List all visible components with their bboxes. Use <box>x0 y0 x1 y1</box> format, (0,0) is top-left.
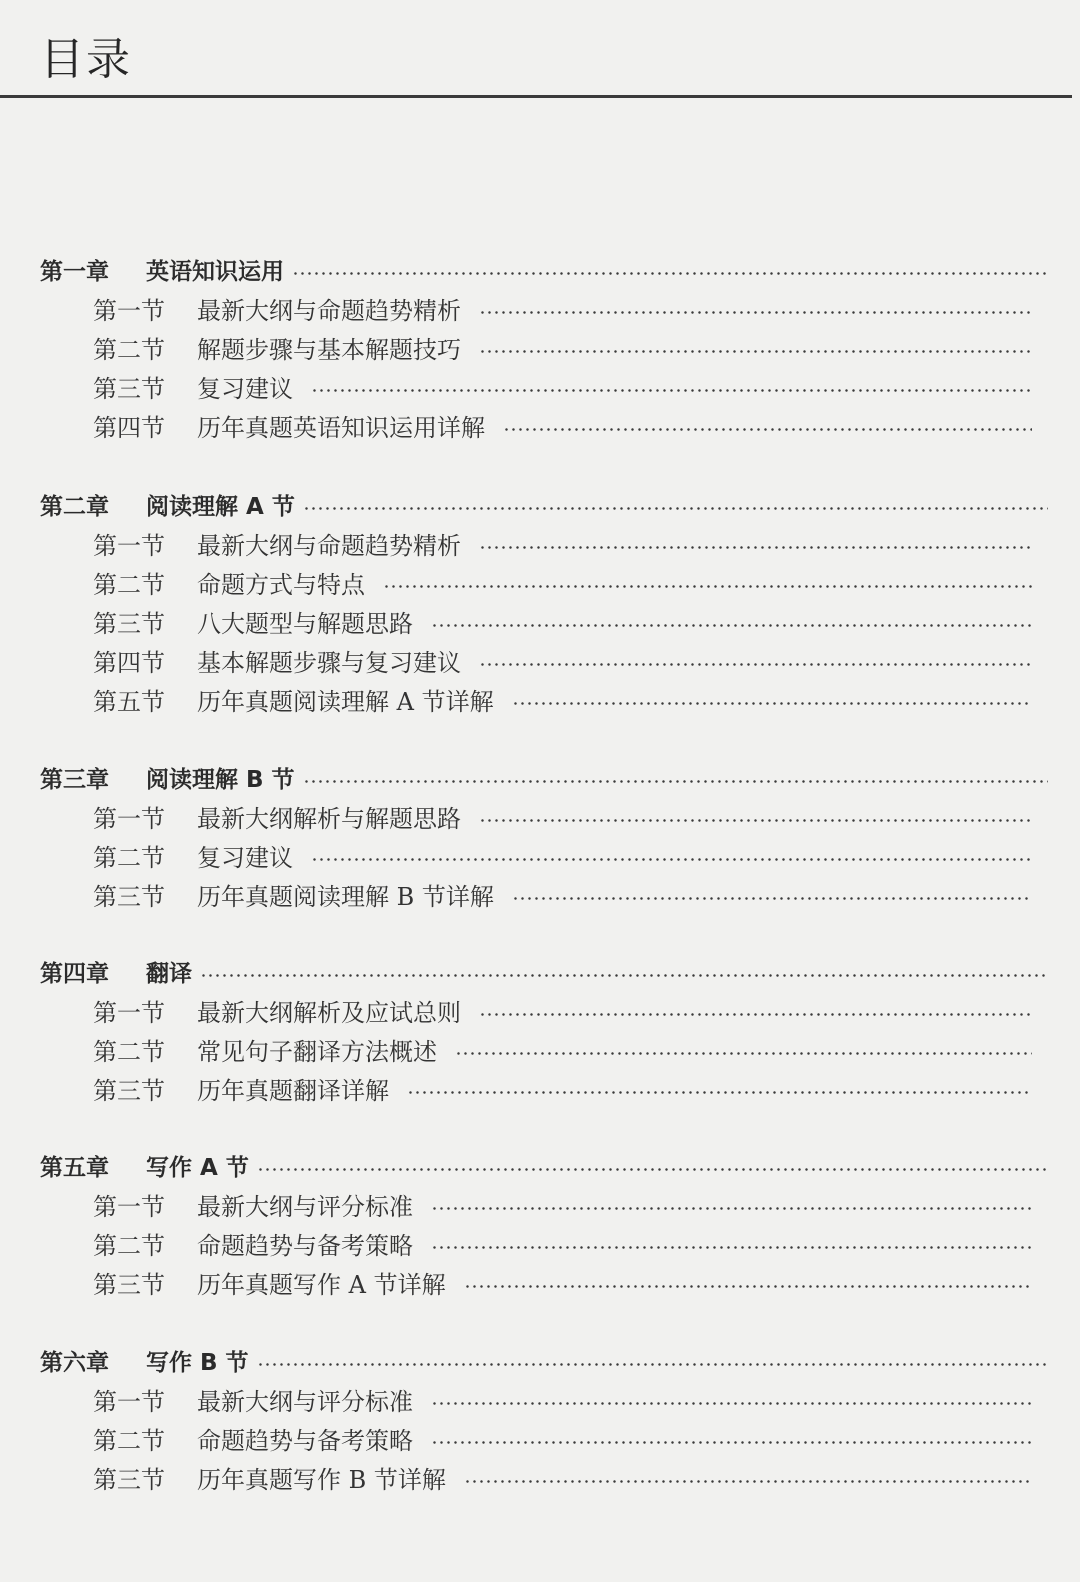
section-title: 最新大纲与命题趋势精析 <box>197 296 461 325</box>
dot-leader <box>383 585 1032 588</box>
chapter-number: 第二章 <box>40 493 109 520</box>
section-title: 常见句子翻译方法概述 <box>197 1037 437 1066</box>
dot-leader <box>311 389 1032 392</box>
dot-leader <box>311 858 1032 861</box>
chapter-entry <box>0 485 1060 523</box>
chapter-number: 第六章 <box>40 1349 109 1376</box>
dot-leader <box>303 780 1048 783</box>
page-title: 目录 <box>40 34 132 85</box>
chapter-number: 第一章 <box>40 258 109 285</box>
section-number: 第四节 <box>93 413 165 442</box>
section-title: 历年真题阅读理解 B 节详解 <box>197 882 494 911</box>
section-entry <box>0 602 1060 640</box>
section-entry <box>0 875 1060 913</box>
section-number: 第三节 <box>93 609 165 638</box>
dot-leader <box>303 507 1048 510</box>
section-title: 最新大纲解析与解题思路 <box>197 804 461 833</box>
dot-leader <box>407 1091 1032 1094</box>
section-title: 最新大纲与命题趋势精析 <box>197 531 461 560</box>
section-entry <box>0 1224 1060 1262</box>
section-title: 历年真题写作 A 节详解 <box>197 1270 446 1299</box>
dot-leader <box>431 624 1032 627</box>
section-title: 命题方式与特点 <box>197 570 365 599</box>
section-entry <box>0 836 1060 874</box>
section-number: 第三节 <box>93 882 165 911</box>
section-title: 八大题型与解题思路 <box>197 609 413 638</box>
dot-leader <box>431 1441 1032 1444</box>
section-number: 第三节 <box>93 1465 165 1494</box>
dot-leader <box>479 819 1032 822</box>
section-number: 第一节 <box>93 296 165 325</box>
section-entry <box>0 797 1060 835</box>
chapter-number: 第五章 <box>40 1154 109 1181</box>
dot-leader <box>257 1168 1048 1171</box>
dot-leader <box>257 1363 1048 1366</box>
section-entry <box>0 1069 1060 1107</box>
section-entry <box>0 1263 1060 1301</box>
chapter-title: 翻译 <box>146 960 192 987</box>
section-number: 第一节 <box>93 1192 165 1221</box>
section-number: 第二节 <box>93 335 165 364</box>
section-number: 第三节 <box>93 1076 165 1105</box>
section-number: 第二节 <box>93 1426 165 1455</box>
section-number: 第一节 <box>93 531 165 560</box>
dot-leader <box>292 272 1048 275</box>
dot-leader <box>479 311 1032 314</box>
dot-leader <box>431 1402 1032 1405</box>
section-number: 第五节 <box>93 687 165 716</box>
section-number: 第一节 <box>93 1387 165 1416</box>
chapter-entry <box>0 952 1060 990</box>
section-entry <box>0 367 1060 405</box>
section-entry <box>0 641 1060 679</box>
section-number: 第二节 <box>93 1231 165 1260</box>
section-number: 第一节 <box>93 998 165 1027</box>
section-entry <box>0 991 1060 1029</box>
chapter-entry <box>0 1146 1060 1184</box>
dot-leader <box>479 546 1032 549</box>
section-entry <box>0 328 1060 366</box>
section-title: 复习建议 <box>197 843 293 872</box>
chapter-title: 写作 A 节 <box>146 1154 249 1181</box>
section-title: 命题趋势与备考策略 <box>197 1231 413 1260</box>
dot-leader <box>200 974 1048 977</box>
section-entry <box>0 524 1060 562</box>
section-entry <box>0 289 1060 327</box>
chapter-title: 英语知识运用 <box>146 258 284 285</box>
section-entry <box>0 1458 1060 1496</box>
section-title: 解题步骤与基本解题技巧 <box>197 335 461 364</box>
section-title: 最新大纲解析及应试总则 <box>197 998 461 1027</box>
chapter-entry <box>0 1341 1060 1379</box>
dot-leader <box>503 428 1032 431</box>
dot-leader <box>455 1052 1032 1055</box>
dot-leader <box>479 663 1032 666</box>
section-title: 历年真题翻译详解 <box>197 1076 389 1105</box>
dot-leader <box>479 350 1032 353</box>
section-entry <box>0 563 1060 601</box>
section-number: 第三节 <box>93 374 165 403</box>
chapter-entry <box>0 250 1060 288</box>
section-title: 基本解题步骤与复习建议 <box>197 648 461 677</box>
chapter-title: 阅读理解 B 节 <box>146 766 295 793</box>
chapter-title: 阅读理解 A 节 <box>146 493 295 520</box>
section-number: 第一节 <box>93 804 165 833</box>
section-title: 历年真题英语知识运用详解 <box>197 413 485 442</box>
section-title: 复习建议 <box>197 374 293 403</box>
section-entry <box>0 1185 1060 1223</box>
section-entry <box>0 1419 1060 1457</box>
section-number: 第三节 <box>93 1270 165 1299</box>
section-number: 第二节 <box>93 570 165 599</box>
section-entry <box>0 406 1060 444</box>
section-entry <box>0 1380 1060 1418</box>
section-title: 最新大纲与评分标准 <box>197 1387 413 1416</box>
section-number: 第二节 <box>93 843 165 872</box>
dot-leader <box>464 1480 1032 1483</box>
section-title: 历年真题写作 B 节详解 <box>197 1465 446 1494</box>
dot-leader <box>479 1013 1032 1016</box>
section-number: 第四节 <box>93 648 165 677</box>
section-title: 历年真题阅读理解 A 节详解 <box>197 687 494 716</box>
section-entry <box>0 680 1060 718</box>
chapter-title: 写作 B 节 <box>146 1349 249 1376</box>
section-title: 命题趋势与备考策略 <box>197 1426 413 1455</box>
section-entry <box>0 1030 1060 1068</box>
dot-leader <box>512 897 1032 900</box>
section-title: 最新大纲与评分标准 <box>197 1192 413 1221</box>
chapter-number: 第四章 <box>40 960 109 987</box>
dot-leader <box>431 1246 1032 1249</box>
dot-leader <box>464 1285 1032 1288</box>
dot-leader <box>431 1207 1032 1210</box>
chapter-entry <box>0 758 1060 796</box>
section-number: 第二节 <box>93 1037 165 1066</box>
dot-leader <box>512 702 1032 705</box>
chapter-number: 第三章 <box>40 766 109 793</box>
